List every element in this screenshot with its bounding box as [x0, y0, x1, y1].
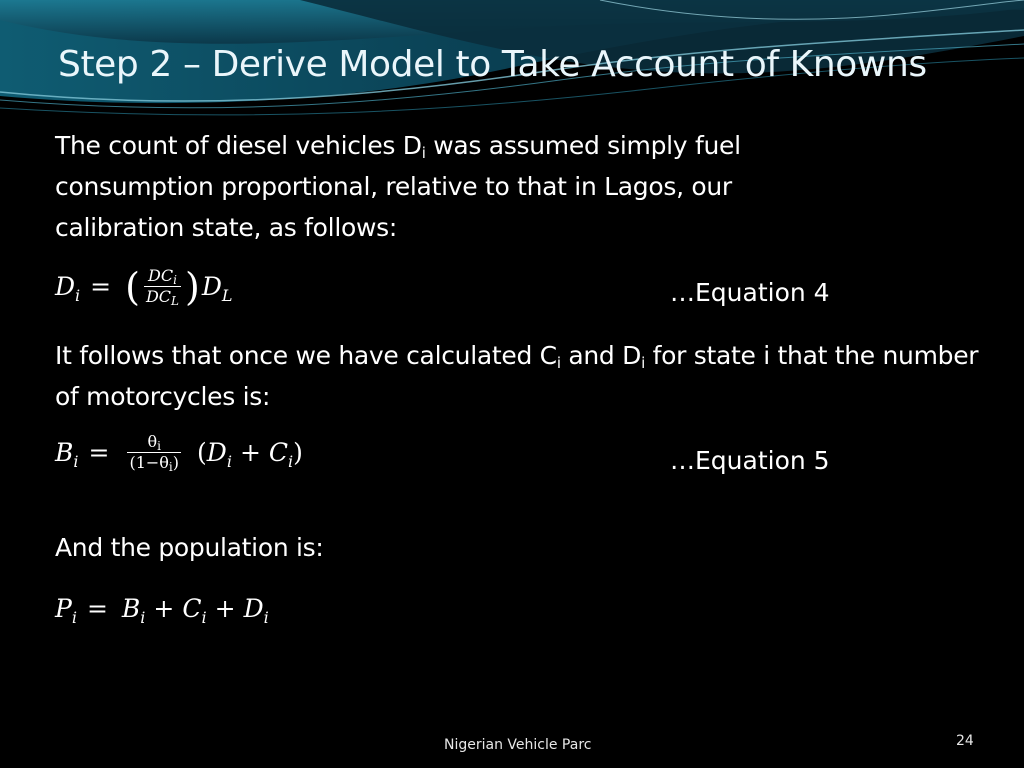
eq5-lhs: $B_i$ [55, 438, 79, 471]
slide-title: Step 2 – Derive Model to Take Account of Knowns [58, 44, 927, 85]
eq4-equals: = [90, 272, 112, 301]
eq6-b: $B_i$ [121, 594, 146, 627]
eq6-c: $C_i$ [182, 594, 207, 627]
eq4-denominator: $DC_L$ [145, 287, 179, 308]
eq5-d: $D_i$ [206, 438, 232, 471]
equation-5-label: …Equation 5 [670, 446, 830, 475]
eq5-c: $C_i$ [268, 438, 294, 471]
equation-4 [55, 266, 233, 307]
equation-5 [55, 432, 303, 473]
para1-subscript: i [421, 144, 426, 162]
eq4-paren-close: ) [185, 264, 200, 309]
paragraph-diesel-count [55, 125, 855, 248]
eq4-paren-open: ( [125, 264, 140, 309]
para1-text-after: was assumed simply fuel consumption proportional, relative to that in Lagos, our calibration state, as follows: [55, 131, 741, 242]
equation-6 [55, 594, 269, 627]
eq6-d: $D_i$ [243, 594, 269, 627]
para1-text-before: The count of diesel vehicles D [55, 131, 422, 160]
eq5-plus: + [239, 438, 261, 467]
eq6-equals: = [86, 594, 108, 623]
eq6-plus-1: + [153, 594, 175, 623]
eq4-rhs: $D_L$ [201, 272, 233, 305]
eq4-fraction [144, 266, 181, 307]
eq5-equals: = [88, 438, 110, 467]
eq4-lhs: $D_i$ [55, 272, 81, 305]
paragraph-motorcycles: It follows that once we have calculated $C_i$ and $D_i$ for state i that the number of motorcycles is: [55, 341, 979, 411]
eq6-plus-2: + [214, 594, 236, 623]
eq5-denominator: $(1-\theta_i)$ [129, 453, 180, 474]
page-number: 24 [956, 733, 974, 749]
eq5-paren-open: ( [197, 438, 207, 467]
slide-footer: Nigerian Vehicle Parc [444, 737, 592, 753]
eq5-paren-close: ) [293, 438, 303, 467]
eq5-fraction [127, 432, 181, 473]
eq5-numerator: $\theta_i$ [147, 432, 161, 453]
equation-4-label: …Equation 4 [670, 278, 830, 307]
eq6-lhs: $P_i$ [55, 594, 77, 627]
eq4-numerator: $DC_i$ [148, 266, 177, 287]
paragraph-population: And the population is: [55, 533, 324, 562]
